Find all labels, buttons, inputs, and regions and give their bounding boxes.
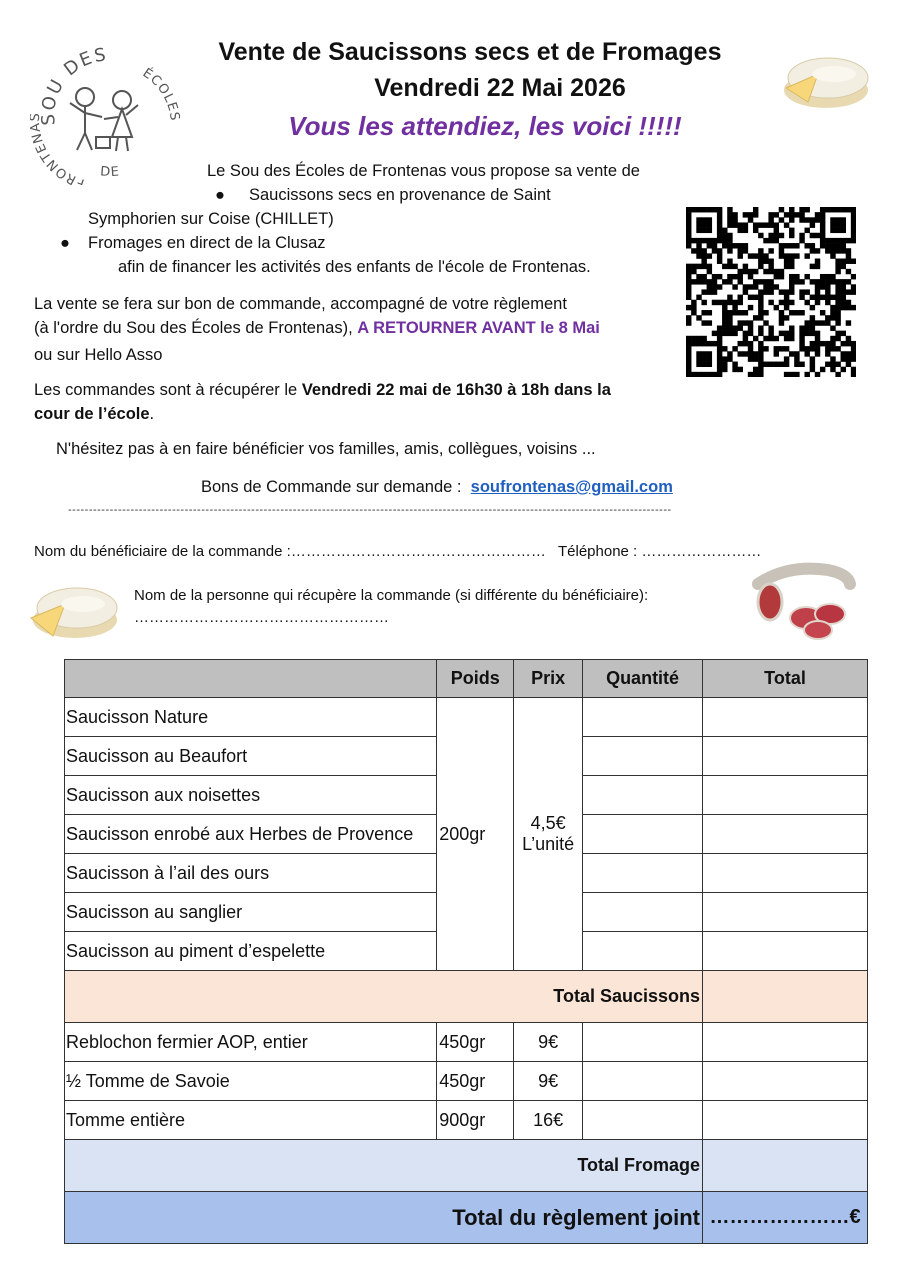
cut-line-separator: ------------------------------------------------------------------------------------------------------------------------------------------------- [68,504,672,516]
purpose-text: afin de financer les activités des enfants de l'école de Frontenas. [118,258,591,276]
quantity-cell[interactable] [583,932,703,971]
pickup-text: Les commandes sont à récupérer le [34,381,302,399]
phone-label: Téléphone : [558,543,638,560]
product-price: 16€ [514,1101,583,1140]
bullet-saucissons [215,183,551,207]
bullet-fromages [60,231,326,255]
pickup-person-label: Nom de la personne qui récupère la commande (si différente du bénéficiaire): [134,587,649,604]
quantity-cell[interactable] [583,737,703,776]
total-reglement-value[interactable]: …………………€ [703,1192,868,1244]
quantity-cell[interactable] [583,776,703,815]
pickup-period: . [149,405,155,423]
bullet-dot: ● [60,234,70,252]
total-fromage-label: Total Fromage [65,1140,703,1192]
product-name: Saucisson Nature [65,698,437,737]
saucisson-price: 4,5€ [530,813,566,833]
cheese-image-bottom [25,578,120,643]
product-name: Saucisson à l’ail des ours [65,854,437,893]
page-title: Vente de Saucissons secs et de Fromages [218,38,722,66]
pickup-place: cour de l’école [34,405,150,423]
order-info-line1: La vente se fera sur bon de commande, accompagné de votre règlement [34,295,567,313]
svg-text:DE [100,164,121,180]
sausage-image [748,556,856,644]
total-cell[interactable] [703,1062,868,1101]
order-info-line2 [34,316,600,340]
total-fromage-row [65,1140,868,1192]
phone-dots: …………………… [641,543,762,560]
quantity-cell[interactable] [583,854,703,893]
svg-text:ÉCOLES [140,65,182,122]
saucisson-price-cell [514,698,583,971]
table-row [65,698,868,737]
product-name: Reblochon fermier AOP, entier [65,1023,437,1062]
product-name: Saucisson enrobé aux Herbes de Provence [65,815,437,854]
total-cell[interactable] [703,815,868,854]
order-info-line2-text: (à l'ordre du Sou des Écoles de Frontenas), [34,319,358,337]
pickup-person-field[interactable]: …………………………………………… [134,609,389,626]
table-row [65,1062,868,1101]
order-table [64,659,868,1244]
total-reglement-label: Total du règlement joint [65,1192,703,1244]
header-quantite: Quantité [583,660,703,698]
product-name: Saucisson aux noisettes [65,776,437,815]
logo-text-top: SOU DES [37,45,110,126]
product-weight: 900gr [437,1101,514,1140]
saucisson-weight-cell [437,698,514,971]
contact-line [201,475,673,499]
share-text: N'hésitez pas à en faire bénéficier vos familles, amis, collègues, voisins ... [56,440,596,458]
quantity-cell[interactable] [583,1101,703,1140]
logo-text-left: FRONTEN [30,130,87,185]
header-poids: Poids [437,660,514,698]
pickup-line1 [34,378,611,402]
total-cell[interactable] [703,698,868,737]
saucisson-price-unit: L’unité [522,834,575,854]
total-saucissons-row [65,971,868,1023]
subtitle-tagline: Vous les attendiez, les voici !!!!! [288,111,682,141]
quantity-cell[interactable] [583,815,703,854]
sou-des-ecoles-logo [30,45,190,185]
quantity-cell[interactable] [583,893,703,932]
total-cell[interactable] [703,737,868,776]
header-prix: Prix [514,660,583,698]
total-cell[interactable] [703,776,868,815]
total-cell[interactable] [703,1101,868,1140]
bullet-saucissons-cont: Symphorien sur Coise (CHILLET) [88,210,334,228]
svg-text:SOU DES [38,45,109,126]
product-name: Saucisson au Beaufort [65,737,437,776]
pickup-line2 [34,402,154,426]
quantity-cell[interactable] [583,1062,703,1101]
header-total: Total [703,660,868,698]
contact-label: Bons de Commande sur demande : [201,478,462,496]
deadline-highlight: A RETOURNER AVANT le 8 Mai [357,319,600,337]
hello-asso-text: ou sur Hello Asso [34,346,163,364]
intro-line: Le Sou des Écoles de Frontenas vous propose sa vente de [207,162,640,180]
total-cell[interactable] [703,1023,868,1062]
qr-code[interactable] [686,207,856,377]
product-name: ½ Tomme de Savoie [65,1062,437,1101]
bullet-dot: ● [215,186,225,204]
beneficiary-dots: …………………………………………… [290,543,546,560]
table-row [65,1023,868,1062]
email-link[interactable]: soufrontenas@gmail.com [470,478,673,496]
product-name: Tomme entière [65,1101,437,1140]
saucisson-weight: 200gr [439,823,486,844]
product-price: 9€ [514,1023,583,1062]
total-saucissons-value[interactable] [703,971,868,1023]
pickup-datetime: Vendredi 22 mai de 16h30 à 18h dans la [301,381,611,399]
beneficiary-field[interactable] [34,540,546,564]
table-header-row [65,660,868,698]
total-cell[interactable] [703,932,868,971]
total-cell[interactable] [703,854,868,893]
product-weight: 450gr [437,1062,514,1101]
total-reglement-row [65,1192,868,1244]
total-saucissons-label: Total Saucissons [65,971,703,1023]
total-cell[interactable] [703,893,868,932]
quantity-cell[interactable] [583,698,703,737]
phone-field[interactable] [558,540,761,564]
bullet-fromages-text: Fromages en direct de la Clusaz [88,234,326,252]
sale-date: Vendredi 22 Mai 2026 [374,74,626,102]
bullet-saucissons-text: Saucissons secs en provenance de Saint [249,186,551,204]
beneficiary-label: Nom du bénéficiaire de la commande : [34,543,291,560]
product-price: 9€ [514,1062,583,1101]
table-row [65,1101,868,1140]
product-weight: 450gr [437,1023,514,1062]
logo-text-right: ÉCOLES [139,65,183,123]
product-name: Saucisson au sanglier [65,893,437,932]
cheese-image-top [778,50,873,112]
logo-text-bottom: DE [99,164,121,181]
total-fromage-value[interactable] [703,1140,868,1192]
header-product [65,660,437,698]
product-name: Saucisson au piment d’espelette [65,932,437,971]
quantity-cell[interactable] [583,1023,703,1062]
